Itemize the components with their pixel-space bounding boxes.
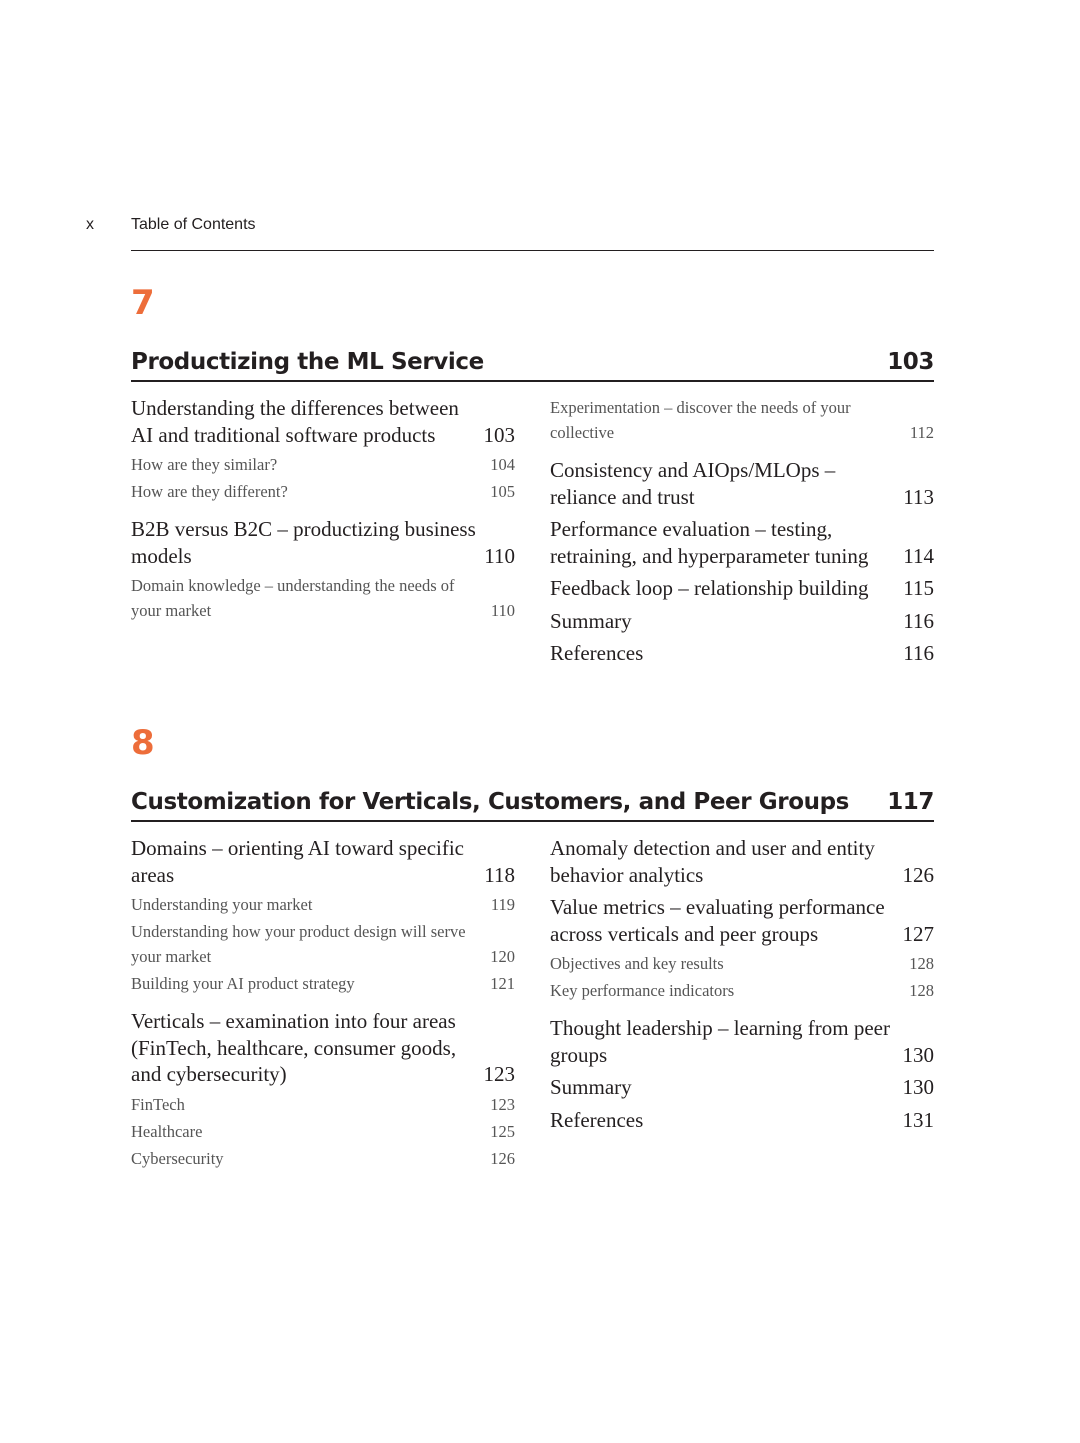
chapter-7 xyxy=(131,283,934,673)
toc-left-column xyxy=(131,395,515,673)
toc-columns xyxy=(131,835,934,1173)
toc-entry[interactable]: Summary 130 xyxy=(550,1075,934,1099)
chapter-number: 7 xyxy=(131,283,155,323)
toc-entry[interactable]: Consistency and AIOps/MLOps – reliance and trust 113 xyxy=(550,458,934,509)
toc-entry[interactable]: Anomaly detection and user and entity behavior analytics 126 xyxy=(550,836,934,887)
toc-entry[interactable]: References 116 xyxy=(550,641,934,665)
toc-entry[interactable]: Summary 116 xyxy=(550,608,934,633)
toc-entry[interactable]: Feedback loop – relationship building 115 xyxy=(550,576,934,600)
toc-left-column xyxy=(131,835,515,1173)
toc-entry[interactable]: Value metrics – evaluating performance across verticals and peer groups 127 xyxy=(550,895,934,946)
chapter-heading[interactable] xyxy=(131,347,934,382)
chapter-8 xyxy=(131,723,934,1173)
toc-subentry[interactable]: How are they different? 105 xyxy=(131,482,515,501)
toc-subentry[interactable]: Key performance indicators 128 xyxy=(550,981,934,1000)
toc-subentry[interactable]: Understanding your market 119 xyxy=(131,895,515,914)
toc-subentry[interactable]: Objectives and key results 128 xyxy=(550,954,934,973)
chapter-page: 103 xyxy=(887,349,934,375)
toc-entry[interactable]: Thought leadership – learning from peer groups 130 xyxy=(550,1016,934,1067)
toc-subentry[interactable]: Domain knowledge – understanding the needs of your market 110 xyxy=(131,576,515,620)
toc-subentry[interactable]: Understanding how your product design will serve your market 120 xyxy=(131,922,515,966)
toc-subentry[interactable]: Cybersecurity 126 xyxy=(131,1148,515,1168)
toc-subentry[interactable]: FinTech 123 xyxy=(131,1094,515,1114)
running-title: Table of Contents xyxy=(131,216,256,233)
toc-subentry[interactable]: Healthcare 125 xyxy=(131,1121,515,1141)
toc-right-column xyxy=(550,395,934,673)
toc-right-column xyxy=(550,835,934,1173)
toc-entry[interactable]: Domains – orienting AI toward specific areas 118 xyxy=(131,836,515,887)
running-head xyxy=(86,216,934,238)
chapter-heading[interactable] xyxy=(131,787,934,822)
toc-entry[interactable]: Understanding the differences between AI and traditional software products 103 xyxy=(131,396,515,447)
toc-entry[interactable]: References 131 xyxy=(550,1107,934,1132)
toc-entry[interactable]: Performance evaluation – testing, retraining, and hyperparameter tuning 114 xyxy=(550,517,934,568)
toc-subentry[interactable]: Building your AI product strategy 121 xyxy=(131,974,515,993)
chapter-title: Customization for Verticals, Customers, and Peer Groups xyxy=(131,789,849,815)
chapter-page: 117 xyxy=(887,789,934,815)
toc-entry[interactable]: B2B versus B2C – productizing business models 110 xyxy=(131,517,515,568)
chapter-title: Productizing the ML Service xyxy=(131,349,484,375)
toc-subentry[interactable]: How are they similar? 104 xyxy=(131,455,515,474)
toc-entry[interactable]: Verticals – examination into four areas (FinTech, healthcare, consumer goods, and cybersecurity) 123 xyxy=(131,1009,515,1086)
chapter-number: 8 xyxy=(131,723,155,763)
toc-subentry[interactable]: Experimentation – discover the needs of your collective 112 xyxy=(550,398,934,442)
page-folio: x xyxy=(86,216,94,233)
header-rule xyxy=(131,250,934,251)
toc-columns xyxy=(131,395,934,673)
